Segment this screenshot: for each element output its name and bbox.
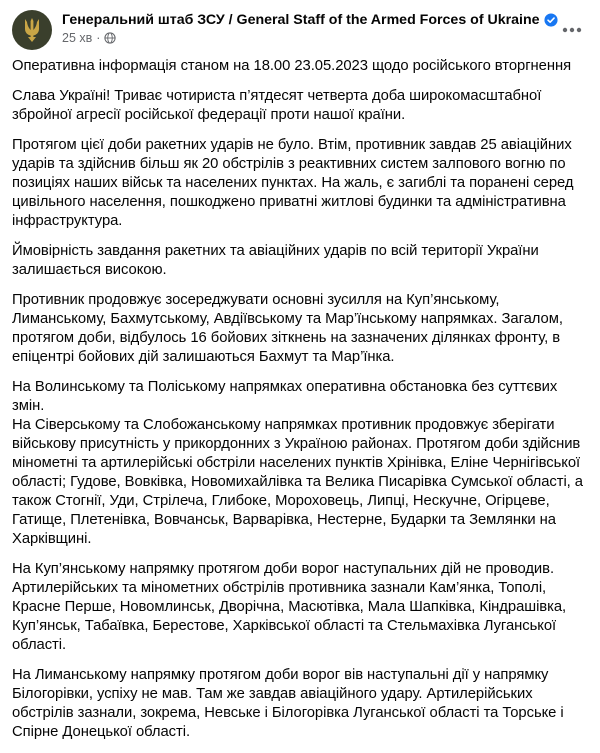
post-body xyxy=(12,57,586,753)
post-paragraph: На Лиманському напрямку протягом доби ворог вів наступальні дії у напрямку Білогорівки, успіху не мав. Там же завдав авіаційного удару. Артилерійських обстрілів зазнали, зокрема, Невське і Білогорівка Луганської області та Торське і Спірне Донецької області. xyxy=(12,667,564,740)
post-paragraph: Слава Україні! Триває чотириста п’ятдесят четверта доба широкомасштабної збройної агресії російської федерації проти нашої країни. xyxy=(12,88,542,123)
post-paragraph: На Волинському та Поліському напрямках оперативна обстановка без суттєвих змін. xyxy=(12,379,558,414)
post-meta xyxy=(62,31,548,45)
more-options-icon xyxy=(562,27,582,33)
post-paragraph: На Сіверському та Слобожанському напрямках противник продовжує зберігати військову присутність у прикордонних з Україною районах. Протягом доби здійснив мінометні та артилерійські обстріли населених пунктів Хрінівка, Еліне Чернігівської області; Гудове, Вовківка, Новомихайлівка та Велика Писарівка Сумської області, а також Стогнії, Уди, Стрілеча, Глибоке, Мороховець, Липці, Нескучне, Огірцеве, Гатище, Плетенівка, Вовчанськ, Варварівка, Нестерне, Бударки та Землянки на Харківщині. xyxy=(12,417,583,547)
more-options-button[interactable] xyxy=(556,14,588,46)
author-line xyxy=(62,12,548,28)
author-block xyxy=(62,12,548,45)
author-name[interactable]: Генеральний штаб ЗСУ / General Staff of the Armed Forces of Ukraine xyxy=(62,12,540,28)
author-avatar[interactable] xyxy=(12,10,52,50)
post-timestamp[interactable]: 25 хв xyxy=(62,31,93,45)
verified-badge-icon xyxy=(544,13,558,27)
post-header xyxy=(12,10,588,54)
post-paragraph: На Куп’янському напрямку протягом доби ворог наступальних дій не проводив. Артилерійських та мінометних обстрілів противника зазнали Кам’янка, Тополі, Красне Перше, Новомлинськ, Дворічна, Масютівка, Мала Шапківка, Кіндрашівка, Куп’янськ, Табаївка, Берестове, Харківської області та Стельмахівка Луганської області. xyxy=(12,561,567,653)
post-paragraph: Протягом цієї доби ракетних ударів не було. Втім, противник завдав 25 авіаційних ударів та здійснив більш як 20 обстрілів з реактивних систем залпового вогню по позиціях наших військ та населених пунктах. На жаль, є загиблі та поранені серед цивільного населення, пошкоджено приватні житлові будинки та адміністративна інфраструктура. xyxy=(12,137,574,229)
post-paragraph: Ймовірність завдання ракетних та авіаційних ударів по всій території України залишається високою. xyxy=(12,243,539,278)
meta-separator: · xyxy=(96,31,101,45)
globe-icon[interactable] xyxy=(104,32,116,44)
trident-emblem-icon xyxy=(20,16,44,44)
post-paragraph: Оперативна інформація станом на 18.00 23.05.2023 щодо російського вторгнення xyxy=(12,58,572,74)
post-paragraph: Противник продовжує зосереджувати основні зусилля на Куп’янському, Лиманському, Бахмутському, Авдіївському та Мар’їнському напрямках. Загалом, протягом доби, відбулось 16 бойових зіткнень на зазначених ділянках фронту, в епіцентрі бойових дій залишаються Бахмут та Мар’їнка. xyxy=(12,292,563,365)
